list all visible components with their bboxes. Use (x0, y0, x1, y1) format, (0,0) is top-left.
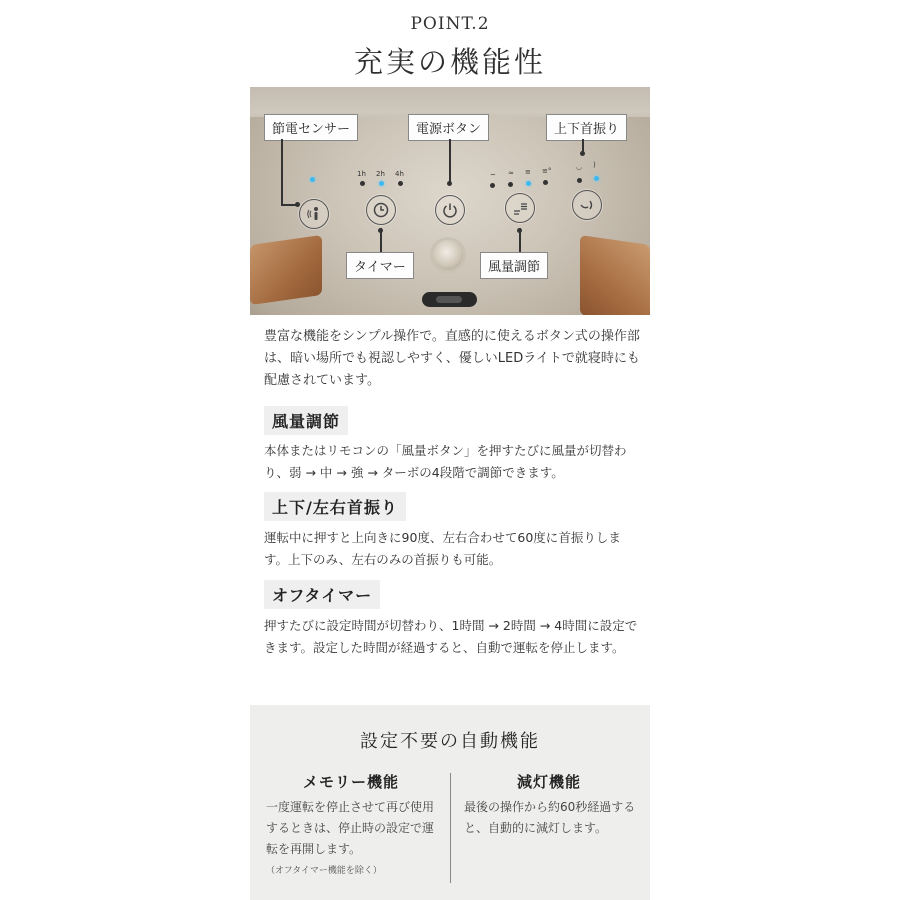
leader-timer-dot (378, 228, 383, 233)
timer-mark-2h: 2h (376, 170, 385, 178)
timer-mark-1h: 1h (357, 170, 366, 178)
airflow-button[interactable] (505, 193, 535, 223)
section-heading-airflow: 風量調節 (264, 406, 348, 435)
swing-button[interactable] (572, 190, 602, 220)
callout-airflow: 風量調節 (480, 252, 548, 279)
callout-power-button: 電源ボタン (408, 114, 489, 141)
clock-icon (372, 201, 390, 219)
wood-base-left (250, 235, 322, 305)
section-text-airflow: 本体またはリモコンの「風量ボタン」を押すたびに風量が切替わり、弱 → 中 → 強 → ターボの4段階で調節できます。 (264, 443, 627, 480)
fan-led-2 (508, 182, 513, 187)
leader-airflow-dot (517, 228, 522, 233)
fan-mark-2: ≈ (508, 169, 514, 177)
leader-sensor-dot (295, 202, 300, 207)
power-saving-sensor-button[interactable] (299, 199, 329, 229)
auto-functions-panel (250, 705, 650, 900)
motion-sensor (433, 240, 463, 270)
auto-column-divider (450, 773, 451, 883)
point-label: POINT.2 (410, 14, 490, 34)
swing-icon (578, 196, 596, 214)
timer-mark-4h: 4h (395, 170, 404, 178)
memory-function-text: 一度運転を停止させて再び使用するときは、停止時の設定で運転を再開します。 (266, 800, 435, 856)
section-text-off-timer: 押すたびに設定時間が切替わり、1時間 → 2時間 → 4時間に設定できます。設定した時間が経過すると、自動で運転を停止します。 (264, 618, 638, 655)
auto-functions-title: 設定不要の自動機能 (360, 731, 540, 752)
fan-led-4 (543, 180, 548, 185)
wind-icon (511, 199, 529, 217)
intro-paragraph: 豊富な機能をシンプル操作で。直感的に使えるボタン式の操作部は、暗い場所でも視認しやすく、優しいLEDライトで就寝時にも配慮されています。 (264, 329, 640, 388)
memory-function-title: メモリー機能 (302, 773, 399, 791)
memory-function-note: （オフタイマー機能を除く） (266, 866, 382, 876)
dimming-function-title: 減灯機能 (516, 773, 581, 791)
callout-vertical-swing: 上下首振り (546, 114, 627, 141)
callout-power-saving-sensor: 節電センサー (264, 114, 358, 141)
leader-swing-dot (580, 151, 585, 156)
swing-led-2 (594, 176, 599, 181)
sensor-person-icon (305, 205, 323, 223)
leader-sensor-vertical (281, 139, 283, 205)
fan-mark-4: ≡° (542, 167, 552, 175)
dimming-function-text: 最後の操作から約60秒経過すると、自動的に減灯します。 (464, 800, 636, 835)
timer-led-1h (360, 181, 365, 186)
page-title: 充実の機能性 (353, 45, 546, 79)
section-heading-swing: 上下/左右首振り (264, 492, 406, 521)
leader-power (449, 139, 451, 183)
power-icon (441, 201, 459, 219)
swing-mark-1: ◡ (576, 163, 583, 171)
callout-timer: タイマー (346, 252, 414, 279)
fan-led-1 (490, 183, 495, 188)
wood-base-right (580, 235, 650, 315)
sensor-led (310, 177, 315, 182)
timer-led-4h (398, 181, 403, 186)
remote-receiver-slot (422, 292, 477, 307)
timer-led-2h (379, 181, 384, 186)
swing-mark-2: ) (593, 161, 596, 169)
section-heading-off-timer: オフタイマー (264, 580, 380, 609)
fan-mark-3: ≡ (525, 168, 531, 176)
fan-led-3 (526, 181, 531, 186)
product-control-panel-photo (250, 87, 650, 315)
swing-led-1 (577, 178, 582, 183)
timer-button[interactable] (366, 195, 396, 225)
section-text-swing: 運転中に押すと上向きに90度、左右合わせて60度に首振りします。上下のみ、左右のみの首振りも可能。 (264, 530, 621, 567)
leader-power-dot (447, 181, 452, 186)
fan-mark-1: ~ (490, 171, 496, 179)
power-button[interactable] (435, 195, 465, 225)
